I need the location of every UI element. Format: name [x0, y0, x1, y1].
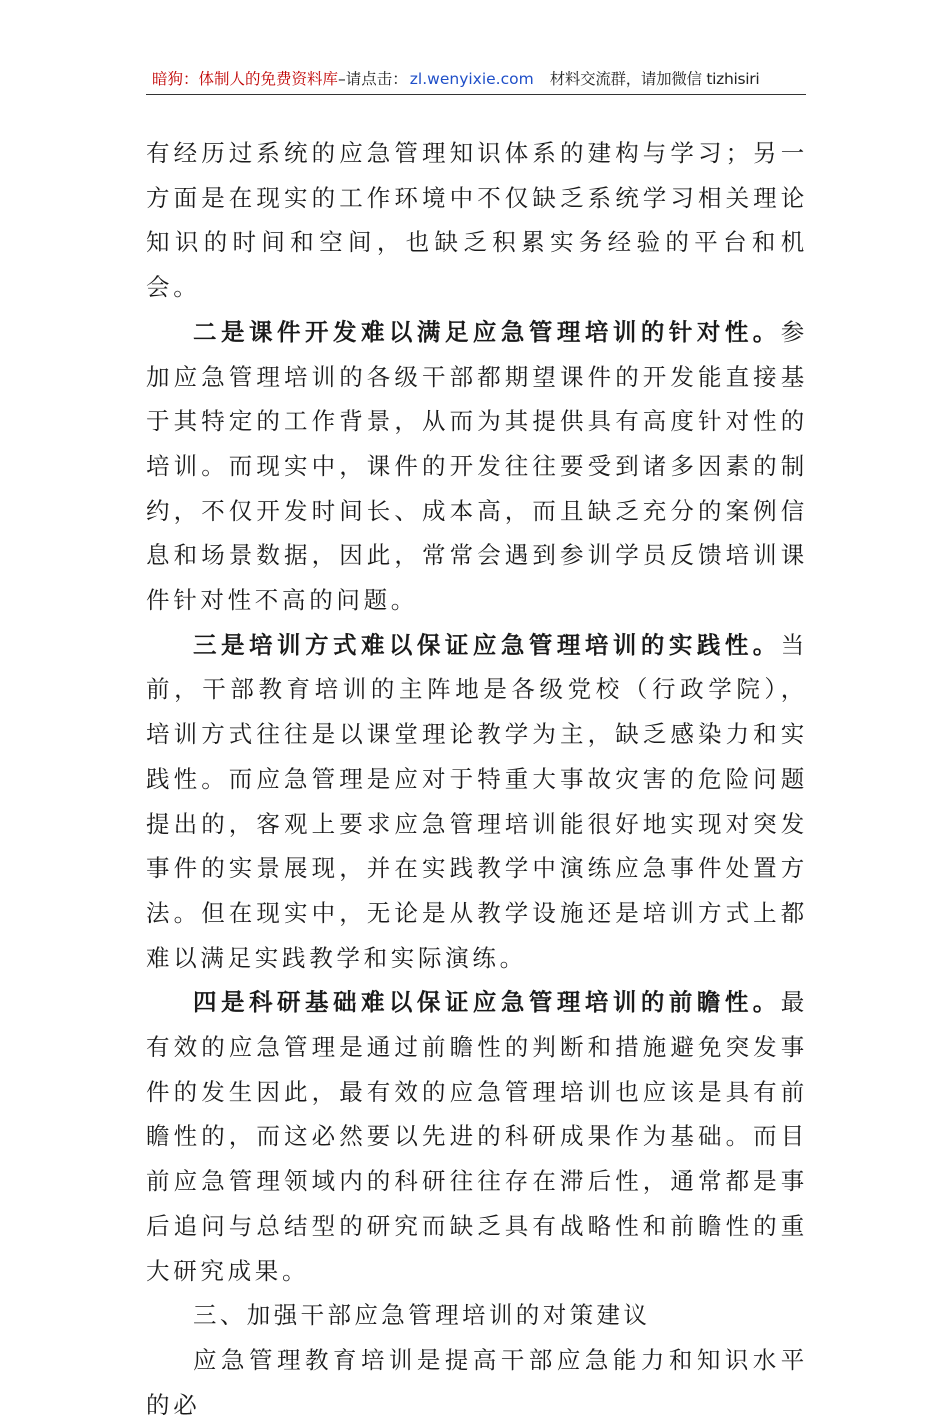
header-click-prompt: –请点击： — [338, 70, 408, 88]
header-group-note: 材料交流群，请加微信 tizhisiri — [549, 70, 760, 88]
paragraph-3 — [146, 623, 808, 981]
page-header — [146, 66, 806, 95]
header-site-name: 暗狗：体制人的免费资料库 — [152, 70, 339, 88]
paragraph-text: 最有效的应急管理是通过前瞻性的判断和措施避免突发事件的发生因此，最有效的应急管理培训也应该是具有前瞻性的，而这必然要以先进的科研成果作为基础。而目前应急管理领域内的科研往往存在滞后性，通常都是事后追问与总结型的研究而缺乏具有战略性和前瞻性的重大研究成果。 — [146, 988, 808, 1285]
paragraph-1 — [146, 131, 808, 310]
paragraph-text: 参加应急管理培训的各级干部都期望课件的开发能直接基于其特定的工作背景，从而为其提供具有高度针对性的培训。而现实中，课件的开发往往要受到诸多因素的制约，不仅开发时间长、成本高，而且缺乏充分的案例信息和场景数据，因此，常常会遇到参训学员反馈培训课件针对性不高的问题。 — [146, 317, 808, 615]
paragraph-lead: 二是课件开发难以满足应急管理培训的针对性。 — [193, 317, 781, 346]
paragraph-text: 当前，干部教育培训的主阵地是各级党校（行政学院），培训方式往往是以课堂理论教学为主，缺乏感染力和实践性。而应急管理是应对于特重大事故灾害的危险问题提出的，客观上要求应急管理培训能很好地实现对突发事件的实景展现，并在实践教学中演练应急事件处置方法。但在现实中，无论是从教学设施还是培训方式上都难以满足实践教学和实际演练。 — [146, 630, 808, 972]
paragraph-last: 应急管理教育培训是提高干部应急能力和知识水平的必 — [146, 1345, 808, 1419]
paragraph-2 — [146, 310, 808, 623]
header-url-link[interactable]: zl.wenyixie.com — [409, 70, 534, 88]
document-body — [146, 131, 808, 1427]
paragraph-lead: 三是培训方式难以保证应急管理培训的实践性。 — [193, 630, 781, 659]
paragraph-text: 有经历过系统的应急管理知识体系的建构与学习；另一方面是在现实的工作环境中不仅缺乏系统学习相关理论知识的时间和空间，也缺乏积累实务经验的平台和机会。 — [146, 139, 808, 302]
section-heading: 三、加强干部应急管理培训的对策建议 — [193, 1301, 651, 1330]
paragraph-4 — [146, 980, 808, 1293]
paragraph-lead: 四是科研基础难以保证应急管理培训的前瞻性。 — [193, 988, 781, 1017]
